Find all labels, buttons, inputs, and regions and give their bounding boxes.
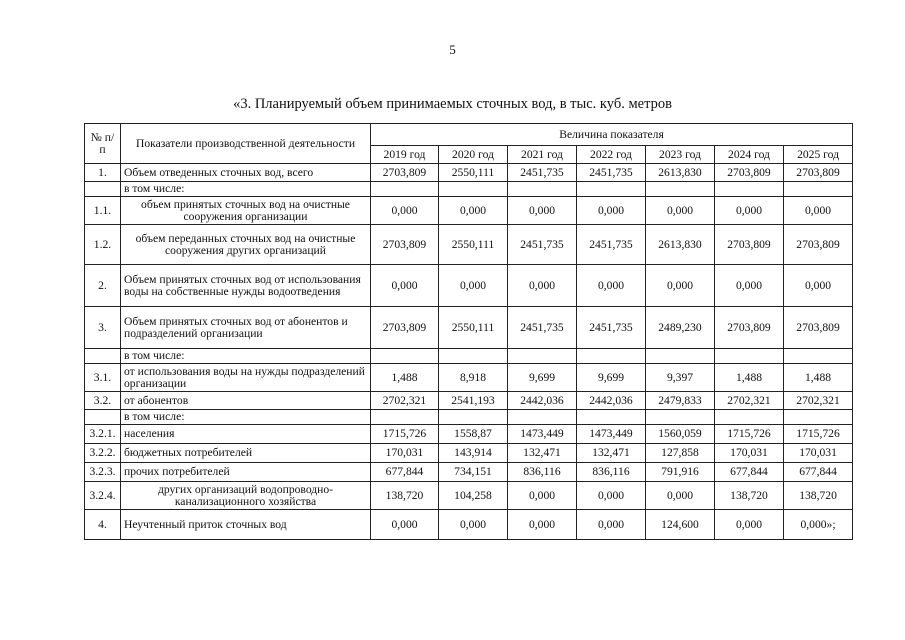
table-row [85, 364, 853, 392]
value-cell: 0,000 [646, 482, 715, 510]
row-label-cell: Объем принятых сточных вод от абонентов и подразделений организации [121, 307, 371, 349]
table-row [85, 510, 853, 540]
value-cell: 2702,321 [784, 392, 853, 410]
value-cell: 2550,111 [439, 164, 508, 182]
table-body [85, 164, 853, 540]
row-label-cell: населения [121, 425, 371, 444]
value-cell: 138,720 [715, 482, 784, 510]
value-cell: 2703,809 [784, 307, 853, 349]
value-cell: 0,000 [371, 197, 439, 225]
value-cell: 1473,449 [577, 425, 646, 444]
row-label-cell: от абонентов [121, 392, 371, 410]
value-cell [577, 182, 646, 197]
row-number-cell: 3.2.1. [85, 425, 121, 444]
value-cell: 2702,321 [371, 392, 439, 410]
value-cell: 2541,193 [439, 392, 508, 410]
value-cell: 2451,735 [508, 225, 577, 265]
value-cell: 1,488 [715, 364, 784, 392]
value-cell: 2442,036 [577, 392, 646, 410]
value-cell: 2489,230 [646, 307, 715, 349]
value-cell [646, 182, 715, 197]
column-header-year: 2019 год [371, 146, 439, 164]
value-cell: 0,000 [577, 197, 646, 225]
value-cell: 170,031 [784, 444, 853, 463]
value-cell: 1715,726 [715, 425, 784, 444]
value-cell: 9,699 [577, 364, 646, 392]
value-cell [646, 410, 715, 425]
value-cell: 677,844 [715, 463, 784, 482]
row-number-cell: 1.2. [85, 225, 121, 265]
table-row [85, 225, 853, 265]
value-cell: 0,000 [715, 265, 784, 307]
row-number-cell: 3.1. [85, 364, 121, 392]
value-cell: 0,000 [439, 510, 508, 540]
value-cell [715, 349, 784, 364]
row-number-cell [85, 182, 121, 197]
value-cell [371, 349, 439, 364]
value-cell [784, 410, 853, 425]
table-row [85, 182, 853, 197]
value-cell: 2613,830 [646, 164, 715, 182]
value-cell: 0,000 [439, 265, 508, 307]
row-number-cell [85, 349, 121, 364]
value-cell: 132,471 [577, 444, 646, 463]
value-cell [646, 349, 715, 364]
value-cell: 143,914 [439, 444, 508, 463]
value-cell: 2451,735 [577, 164, 646, 182]
value-cell: 0,000 [646, 265, 715, 307]
value-cell: 2703,809 [371, 225, 439, 265]
value-cell: 1558,87 [439, 425, 508, 444]
value-cell: 2703,809 [371, 307, 439, 349]
value-cell: 2451,735 [508, 164, 577, 182]
value-cell [715, 182, 784, 197]
value-cell: 9,397 [646, 364, 715, 392]
value-cell [371, 182, 439, 197]
page-number: 5 [449, 42, 456, 57]
value-cell: 0,000 [508, 265, 577, 307]
value-cell [508, 182, 577, 197]
row-label-cell: других организаций водопроводно-канализационного хозяйства [121, 482, 371, 510]
value-cell: 104,258 [439, 482, 508, 510]
row-label-cell: Неучтенный приток сточных вод [121, 510, 371, 540]
value-cell [715, 410, 784, 425]
column-header-year: 2021 год [508, 146, 577, 164]
row-label-cell: прочих потребителей [121, 463, 371, 482]
value-cell [439, 349, 508, 364]
value-cell: 9,699 [508, 364, 577, 392]
value-cell: 1715,726 [371, 425, 439, 444]
row-label-cell: в том числе: [121, 349, 371, 364]
column-header-value-group: Величина показателя [371, 124, 853, 146]
value-cell: 0,000 [371, 510, 439, 540]
row-label-cell: от использования воды на нужды подразделений организации [121, 364, 371, 392]
value-cell: 0,000 [577, 482, 646, 510]
value-cell: 0,000 [439, 197, 508, 225]
value-cell: 0,000 [508, 482, 577, 510]
value-cell: 8,918 [439, 364, 508, 392]
row-label-cell: в том числе: [121, 410, 371, 425]
table-header [85, 124, 853, 164]
value-cell: 0,000 [715, 197, 784, 225]
value-cell: 2613,830 [646, 225, 715, 265]
value-cell [371, 410, 439, 425]
table-row [85, 425, 853, 444]
value-cell: 734,151 [439, 463, 508, 482]
row-label-cell: в том числе: [121, 182, 371, 197]
row-number-cell: 3.2.4. [85, 482, 121, 510]
table-row [85, 307, 853, 349]
value-cell: 791,916 [646, 463, 715, 482]
value-cell: 0,000 [577, 510, 646, 540]
table-row [85, 463, 853, 482]
table-row [85, 482, 853, 510]
row-number-cell: 2. [85, 265, 121, 307]
value-cell: 1,488 [784, 364, 853, 392]
value-cell: 0,000 [646, 197, 715, 225]
column-header-number: № п/п [85, 124, 121, 164]
value-cell: 2550,111 [439, 225, 508, 265]
value-cell [784, 182, 853, 197]
value-cell: 124,600 [646, 510, 715, 540]
row-number-cell: 3.2. [85, 392, 121, 410]
value-cell: 2703,809 [715, 225, 784, 265]
row-number-cell: 1. [85, 164, 121, 182]
row-label-cell: объем переданных сточных вод на очистные сооружения других организаций [121, 225, 371, 265]
value-cell: 1715,726 [784, 425, 853, 444]
column-header-year: 2025 год [784, 146, 853, 164]
value-cell: 1473,449 [508, 425, 577, 444]
row-label-cell: Объем отведенных сточных вод, всего [121, 164, 371, 182]
value-cell [508, 410, 577, 425]
table-row [85, 164, 853, 182]
value-cell: 0,000 [371, 265, 439, 307]
value-cell: 2442,036 [508, 392, 577, 410]
value-cell: 2703,809 [784, 225, 853, 265]
value-cell [439, 182, 508, 197]
value-cell: 2702,321 [715, 392, 784, 410]
row-number-cell: 4. [85, 510, 121, 540]
value-cell [784, 349, 853, 364]
table-row [85, 410, 853, 425]
column-header-indicator: Показатели производственной деятельности [121, 124, 371, 164]
value-cell [577, 410, 646, 425]
value-cell: 1560,059 [646, 425, 715, 444]
table-row [85, 197, 853, 225]
value-cell: 127,858 [646, 444, 715, 463]
value-cell [577, 349, 646, 364]
value-cell: 0,000 [577, 265, 646, 307]
value-cell: 2479,833 [646, 392, 715, 410]
value-cell: 2451,735 [508, 307, 577, 349]
column-header-year: 2022 год [577, 146, 646, 164]
value-cell: 138,720 [371, 482, 439, 510]
value-cell: 0,000 [784, 265, 853, 307]
value-cell: 132,471 [508, 444, 577, 463]
value-cell: 0,000»; [784, 510, 853, 540]
row-number-cell [85, 410, 121, 425]
table-row [85, 349, 853, 364]
value-cell: 2451,735 [577, 225, 646, 265]
table-title: «3. Планируемый объем принимаемых сточных вод, в тыс. куб. метров [233, 96, 672, 112]
wastewater-volume-table [84, 123, 853, 540]
value-cell: 2703,809 [715, 164, 784, 182]
value-cell [508, 349, 577, 364]
table-row [85, 444, 853, 463]
row-number-cell: 1.1. [85, 197, 121, 225]
row-number-cell: 3.2.2. [85, 444, 121, 463]
row-number-cell: 3.2.3. [85, 463, 121, 482]
value-cell: 0,000 [784, 197, 853, 225]
value-cell [439, 410, 508, 425]
row-label-cell: Объем принятых сточных вод от использования воды на собственные нужды водоотведения [121, 265, 371, 307]
value-cell: 677,844 [371, 463, 439, 482]
value-cell: 138,720 [784, 482, 853, 510]
value-cell: 170,031 [371, 444, 439, 463]
value-cell: 1,488 [371, 364, 439, 392]
value-cell: 0,000 [508, 197, 577, 225]
value-cell: 170,031 [715, 444, 784, 463]
column-header-year: 2023 год [646, 146, 715, 164]
column-header-year: 2024 год [715, 146, 784, 164]
value-cell: 2703,809 [784, 164, 853, 182]
value-cell: 836,116 [577, 463, 646, 482]
value-cell: 0,000 [508, 510, 577, 540]
row-number-cell: 3. [85, 307, 121, 349]
value-cell: 677,844 [784, 463, 853, 482]
value-cell: 2451,735 [577, 307, 646, 349]
value-cell: 2703,809 [715, 307, 784, 349]
value-cell: 0,000 [715, 510, 784, 540]
column-header-year: 2020 год [439, 146, 508, 164]
row-label-cell: бюджетных потребителей [121, 444, 371, 463]
value-cell: 2550,111 [439, 307, 508, 349]
value-cell: 2703,809 [371, 164, 439, 182]
table-row [85, 392, 853, 410]
value-cell: 836,116 [508, 463, 577, 482]
row-label-cell: объем принятых сточных вод на очистные сооружения организации [121, 197, 371, 225]
table-row [85, 265, 853, 307]
